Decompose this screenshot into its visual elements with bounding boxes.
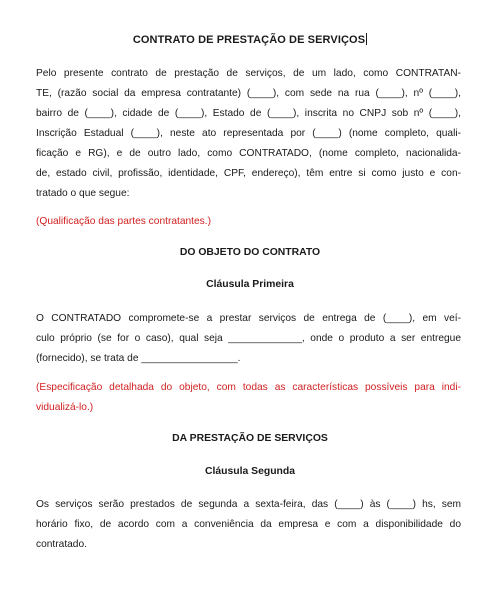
- section-heading-object: DO OBJETO DO CONTRATO: [179, 247, 321, 258]
- object-note: [36, 378, 461, 418]
- intro-paragraph: [36, 64, 461, 204]
- intro-line: ficação e RG), e de outro lado, como CONTRATADO, (nome completo, nacionalida-: [36, 148, 461, 159]
- clause-first-line: O CONTRATADO compromete-se a prestar serviços de entrega de (____), em veí-: [36, 313, 461, 324]
- clause-heading-second: Cláusula Segunda: [204, 466, 296, 477]
- clause-first-line: culo próprio (se for o caso), qual seja _____________, onde o produto a ser entregue: [36, 333, 461, 344]
- intro-line: de, estado civil, profissão, identidade, CPF, endereço), têm entre si como justo e con-: [36, 168, 461, 179]
- clause-heading-first: Cláusula Primeira: [206, 279, 294, 290]
- contract-title: CONTRATO DE PRESTAÇÃO DE SERVIÇOS: [132, 34, 366, 46]
- object-note-line: (Especificação detalhada do objeto, com todas as características possíveis para indi-: [36, 382, 461, 393]
- object-note-line: vidualizá-lo.): [36, 402, 94, 413]
- clause-first-line: (fornecido), se trata de _________________.: [36, 353, 241, 364]
- parties-note: [36, 212, 461, 232]
- intro-line: bairro de (____), cidade de (____), Estado de (____), inscrita no CNPJ sob nº (____),: [36, 108, 461, 119]
- clause-second-line: Os serviços serão prestados de segunda a sexta-feira, das (____) às (____) hs, sem: [36, 499, 461, 510]
- clause-second-paragraph: [36, 495, 461, 555]
- text-cursor: [366, 33, 367, 45]
- intro-line: Pelo presente contrato de prestação de serviços, de um lado, como CONTRATAN-: [36, 68, 461, 79]
- intro-line: Inscrição Estadual (____), neste ato representada por (____) (nome completo, quali-: [36, 128, 461, 139]
- clause-second-line: contratado.: [36, 539, 87, 550]
- parties-note-text: (Qualificação das partes contratantes.): [36, 216, 211, 227]
- faded-bottom-text: [36, 590, 461, 602]
- intro-line: tratado o que segue:: [36, 188, 130, 199]
- clause-second-line: horário fixo, de acordo com a conveniência da empresa e com a disponibilidade do: [36, 519, 461, 530]
- section-heading-services: DA PRESTAÇÃO DE SERVIÇOS: [172, 433, 328, 444]
- intro-line: TE, (razão social da empresa contratante) (____), com sede na rua (____), nº (____),: [36, 88, 461, 99]
- clause-first-paragraph: [36, 309, 461, 369]
